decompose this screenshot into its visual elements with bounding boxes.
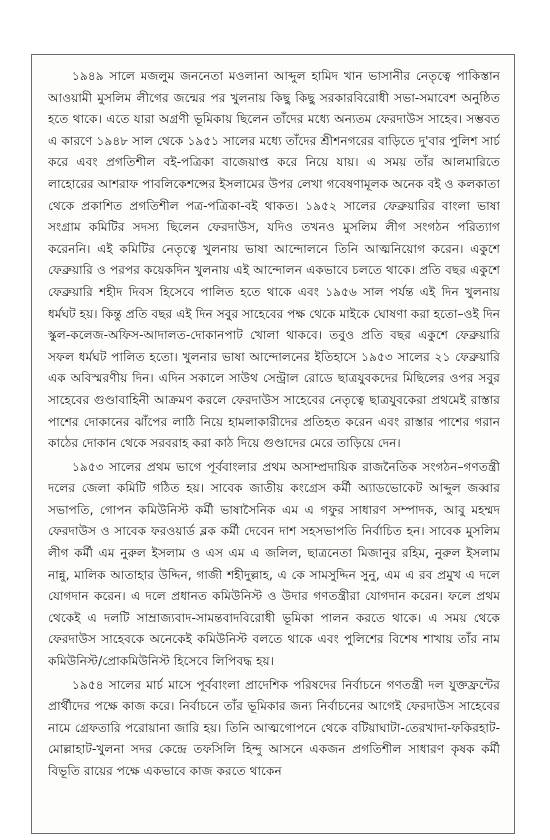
paragraph-1: ১৯৪৯ সালে মজলুম জননেতা মওলানা আব্দুল হামিদ খান ভাসানীর নেতৃত্বে পাকিস্তান আওয়ামী মুসলিম লীগের জন্মের পর খুলনায় কিছু কিছু সরকারবিরোধী সভা-সমাবেশ অনুষ্ঠিত হতে থাকে। এতে যারা অগ্রণী ভূমিকায় ছিলেন তাঁদের মধ্যে অন্যতম ফেরদাউস সাহেব। সম্ভবত এ কারণে ১৯৪৮ সাল থেকে ১৯৫১ সালের মধ্যে তাঁদের শ্রীশনগরের বাড়িতে দু'বার পুলিশ সার্চ করে এবং প্রগতিশীল বই-পত্রিকা বাজেয়াপ্ত করে নিয়ে যায়। এ সময় তাঁর আলমারিতে লাহোরের আশরাফ পাবলিকেশন্সের ইসলামের উপর লেখা গবেষণামূলক অনেক বই ও কলকাতা থেকে প্রকাশিত প্রগতিশীল পত্র-পত্রিকা-বই থাকত। ১৯৫২ সালের ফেব্রুয়ারির বাংলা ভাষা সংগ্রাম কমিটির সদস্য ছিলেন ফেরদাউস, যদিও তখনও মুসলিম লীগ সংগঠন পরিত্যাগ করেননি। এই কমিটির নেতৃত্বে খুলনায় ভাষা আন্দোলনে তিনি আত্মনিয়োগ করেন। একুশে ফেব্রুয়ারি ও পরপর কয়েকদিন খুলনায় এই আন্দোলন একভাবে চলতে থাকে। প্রতি বছর একুশে ফেব্রুয়ারি শহীদ দিবস হিসেবে পালিত হতে থাকে এবং ১৯৫৬ সাল পর্যন্ত এই দিন খুলনায় ধর্মঘট হয়। কিন্তু প্রতি বছর এই দিন সবুর সাহেবের পক্ষ থেকে মাইকে ঘোষণা করা হতো–ওই দিন স্কুল-কলেজ-অফিস-আদালত-দোকানপাট খোলা থাকবে। তবুও প্রতি বছর একুশে ফেব্রুয়ারি সফল ধর্মঘট পালিত হতো। খুলনার ভাষা আন্দোলনের ইতিহাসে ১৯৫৩ সালের ২১ ফেব্রুয়ারি এক অবিস্মরণীয় দিন। এদিন সকালে সাউথ সেন্ট্রাল রোডে ছাত্রযুবকদের মিছিলের ওপর সবুর সাহেবের গুণ্ডাবাহিনী আক্রমণ করলে ফেরদাউস সাহেবের নেতৃত্বে ছাত্রযুবকেরা প্রথমেই রাস্তার পাশের দোকানের ঝাঁপের লাঠি নিয়ে হামলাকারীদের প্রতিহত করেন এবং রাস্তার পাশের গরান কাঠের দোকান থেকে সরবরাহ করা কাঠ দিয়ে গুণ্ডাদের মেরে তাড়িয়ে দেন।: [48, 69, 500, 451]
paragraph-2: ১৯৫৩ সালের প্রথম ভাগে পূর্ববাংলার প্রথম অসাম্প্রদায়িক রাজনৈতিক সংগঠন–গণতন্ত্রী দলের জেলা কমিটি গঠিত হয়। সাবেক জাতীয় কংগ্রেস কর্মী অ্যাডভোকেট আব্দুল জব্বার সভাপতি, গোপন কমিউনিস্ট কর্মী ভাষাসৈনিক এম এ গফুর সাধারণ সম্পাদক, আবু মহম্মদ ফেরদাউস ও সাবেক ফরওয়ার্ড ব্লক কর্মী দেবেন দাশ সহসভাপতি নির্বাচিত হন। সাবেক মুসলিম লীগ কর্মী এম নুরুল ইসলাম ও এস এম এ জলিল, ছাত্রনেতা মিজানুর রহিম, নুরুল ইসলাম নান্নু, মালিক আতাহার উদ্দিন, গাজী শহীদুল্লাহ, এ কে সামসুদ্দিন সুনু, এম এ রব প্রমুখ এ দলে যোগদান করেন। এ দলে প্রধানত কমিউনিস্ট ও উদার গণতন্ত্রীরা যোগদান করেন। ফলে প্রথম থেকেই এ দলটি সাম্রাজ্যবাদ-সামন্তবাদবিরোধী ভূমিকা পালন করতে থাকে। এ সময় থেকে ফেরদাউস সাহেবকে অনেকেই কমিউনিস্ট বলতে থাকে এবং পুলিশের বিশেষ শাখায় তাঁর নাম কমিউনিস্ট/প্রোকমিউনিস্ট হিসেবে লিপিবদ্ধ হয়।: [48, 459, 500, 669]
document-body: [48, 66, 500, 826]
paragraph-3: ১৯৫৪ সালের মার্চ মাসে পূর্ববাংলা প্রাদেশিক পরিষদের নির্বাচনে গণতন্ত্রী দল যুক্তফ্রন্টের প্রার্থীদের পক্ষে কাজ করে। নির্বাচনে তাঁর ভূমিকার জন্য নির্বাচনের আগেই ফেরদাউস সাহেবের নামে গ্রেফতারি পরোয়ানা জারি হয়। তিনি আত্মগোপনে থেকে বটিয়াঘাটা-তেরখাদা-ফকিরহাট-মোল্লাহাট-খুলনা সদর কেন্দ্রে তফসিলি হিন্দু আসনে একজন প্রগতিশীল সাধারণ কৃষক কর্মী বিভূতি রায়ের পক্ষে একভাবে কাজ করতে থাকেন: [48, 677, 500, 778]
